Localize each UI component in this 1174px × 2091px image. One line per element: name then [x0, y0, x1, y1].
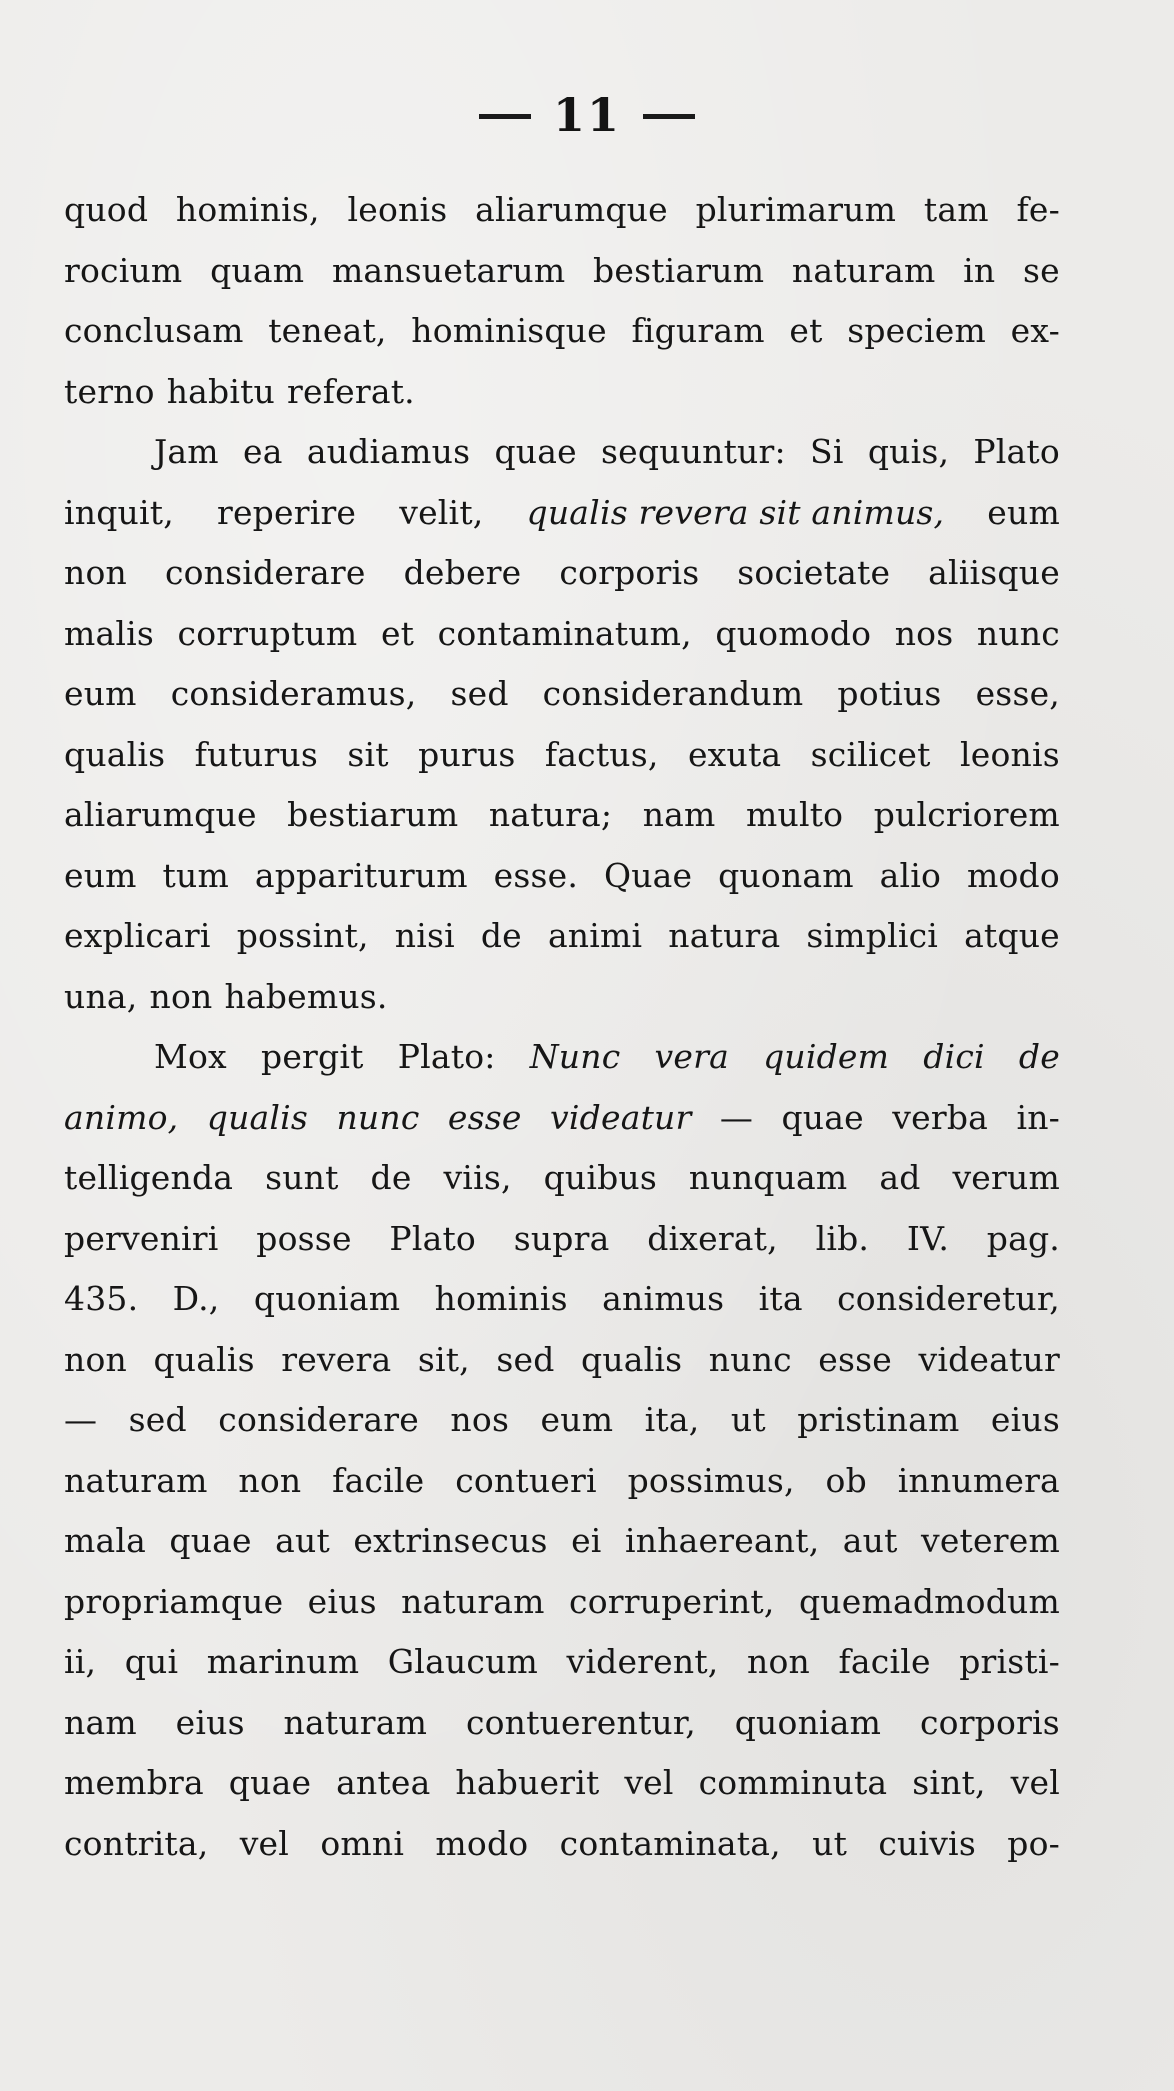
- text-line: [64, 846, 1060, 907]
- word: esse: [447, 1097, 522, 1137]
- word: nunc: [976, 613, 1060, 653]
- word: inhaereant,: [624, 1521, 820, 1560]
- word: vel: [624, 1763, 674, 1802]
- word: revera: [281, 1339, 392, 1379]
- text-line: [64, 483, 1060, 544]
- text-line: [64, 725, 1060, 786]
- word: in: [963, 250, 996, 290]
- word: sed: [496, 1339, 555, 1379]
- word: sit,: [417, 1339, 470, 1379]
- word: se: [1023, 250, 1060, 290]
- word: qualis: [206, 1097, 309, 1137]
- word: habitu: [166, 371, 276, 411]
- word: lib.: [815, 1218, 870, 1258]
- word: speciem: [847, 311, 987, 350]
- word: naturam: [64, 1460, 208, 1500]
- word: perveniri: [64, 1218, 219, 1258]
- word: quod: [64, 190, 149, 229]
- word: corporis: [919, 1702, 1060, 1742]
- word: sequuntur:: [601, 432, 786, 471]
- word: vel: [1010, 1763, 1060, 1802]
- word: aut: [275, 1521, 330, 1560]
- word: non: [64, 1339, 127, 1379]
- word: animi: [547, 916, 643, 955]
- text-line: [64, 1148, 1060, 1209]
- word: eius: [175, 1702, 245, 1742]
- word: appariturum: [254, 855, 468, 895]
- word: comminuta: [698, 1763, 888, 1802]
- word: tum: [162, 855, 229, 895]
- header-dash-left: [479, 114, 531, 119]
- word: exuta: [687, 734, 782, 774]
- word: quomodo: [715, 613, 872, 653]
- word: naturam: [401, 1581, 545, 1621]
- word: Mox: [154, 1037, 227, 1076]
- page-header: [0, 88, 1174, 142]
- word: possint,: [236, 916, 369, 955]
- word: potius: [837, 674, 942, 713]
- text-line: [64, 1511, 1060, 1572]
- word: qualis: [581, 1339, 683, 1379]
- word: modo: [966, 855, 1060, 895]
- word: leonis: [960, 734, 1060, 774]
- word: hominis,: [175, 190, 320, 229]
- word: pristinam: [797, 1400, 960, 1439]
- word: natura: [668, 916, 781, 955]
- word: corruperint,: [569, 1581, 775, 1621]
- text-line: [64, 1330, 1060, 1391]
- word: terno: [64, 371, 155, 411]
- word: modo: [435, 1823, 529, 1863]
- word: verum: [952, 1158, 1060, 1197]
- word: quae: [169, 1521, 252, 1560]
- word: hominisque: [411, 311, 607, 350]
- word: sint,: [912, 1763, 986, 1802]
- word: et: [380, 613, 415, 653]
- word: contaminatum,: [437, 613, 692, 653]
- word: ut: [812, 1823, 848, 1863]
- word: quibus: [543, 1158, 658, 1197]
- word: quoniam: [253, 1279, 401, 1318]
- word: ita,: [644, 1400, 700, 1439]
- word: de: [370, 1158, 412, 1197]
- word: quemadmodum: [798, 1581, 1060, 1621]
- word: quam: [210, 250, 305, 290]
- word: habemus.: [224, 976, 388, 1016]
- word: telligenda: [64, 1158, 234, 1197]
- word: viis,: [443, 1158, 512, 1197]
- word: ob: [825, 1460, 867, 1500]
- word: non: [747, 1642, 810, 1681]
- word: mala: [64, 1521, 146, 1560]
- word: bestiarum: [287, 795, 459, 834]
- word: verba: [892, 1097, 989, 1137]
- word: Glaucum: [387, 1642, 539, 1681]
- word: qualis: [153, 1339, 255, 1379]
- word: quae: [781, 1097, 864, 1137]
- text-line: [64, 1088, 1060, 1149]
- word: conclusam: [64, 311, 244, 350]
- word: membra: [64, 1763, 204, 1802]
- word: de: [1018, 1037, 1060, 1076]
- word: habuerit: [455, 1763, 600, 1802]
- word: non: [64, 553, 127, 592]
- word: videatur: [550, 1097, 692, 1137]
- word: consideramus,: [170, 674, 417, 713]
- word: Plato: [973, 432, 1060, 471]
- word: contrita,: [64, 1823, 209, 1863]
- word: consideretur,: [837, 1279, 1060, 1318]
- text-line: [64, 180, 1060, 241]
- word: aliarumque: [475, 190, 668, 229]
- header-dash-right: [643, 114, 695, 119]
- text-line: [64, 1572, 1060, 1633]
- word: plurimarum: [695, 190, 897, 229]
- text-line: [64, 543, 1060, 604]
- word: in-: [1016, 1097, 1060, 1137]
- word: eum: [64, 674, 137, 713]
- word: veterem: [920, 1521, 1060, 1560]
- text-line: [64, 785, 1060, 846]
- word: omni: [320, 1823, 405, 1863]
- text-line: [64, 301, 1060, 362]
- word: quae: [494, 432, 577, 471]
- word: antea: [336, 1763, 431, 1802]
- word: rocium: [64, 250, 183, 290]
- word: teneat,: [268, 311, 387, 350]
- word: Si: [810, 432, 844, 471]
- word: non: [149, 976, 213, 1016]
- word: corruptum: [177, 613, 358, 653]
- word: eum: [64, 855, 137, 895]
- word: ii,: [64, 1642, 97, 1681]
- word: qualis: [64, 734, 166, 774]
- text-line: [64, 1814, 1060, 1875]
- word: viderent,: [566, 1642, 719, 1681]
- word: Jam: [154, 432, 219, 471]
- text-line: [64, 906, 1060, 967]
- text-line: [64, 241, 1060, 302]
- word: pulcriorem: [873, 795, 1060, 834]
- word: Quae: [603, 855, 693, 895]
- text-line: [64, 1269, 1060, 1330]
- word: considerandum: [542, 674, 804, 713]
- word: —: [64, 1400, 98, 1439]
- word: fe-: [1016, 190, 1060, 229]
- word: pag.: [986, 1218, 1060, 1258]
- word: cuivis: [878, 1823, 976, 1863]
- word: eum: [540, 1400, 614, 1439]
- word: referat.: [287, 371, 415, 411]
- word: ad: [879, 1158, 921, 1197]
- text-line: [64, 1693, 1060, 1754]
- word: factus,: [544, 734, 659, 774]
- word: eius: [990, 1400, 1060, 1439]
- word: Plato:: [397, 1037, 496, 1076]
- text-line: [64, 1451, 1060, 1512]
- word: facile: [332, 1460, 425, 1500]
- word: nam: [642, 795, 716, 834]
- text-line: [64, 1390, 1060, 1451]
- word: scilicet: [810, 734, 931, 774]
- word: pergit: [261, 1037, 364, 1076]
- word: animus: [602, 1279, 725, 1318]
- word: figuram: [631, 311, 765, 350]
- word: considerare: [218, 1400, 419, 1439]
- word: qui: [124, 1642, 179, 1681]
- word: —: [719, 1097, 754, 1137]
- word: pristi-: [959, 1642, 1060, 1681]
- word: vera: [654, 1037, 729, 1076]
- word: mansuetarum: [331, 250, 566, 290]
- word: reperire: [216, 492, 357, 532]
- word: Nunc: [529, 1037, 621, 1076]
- word: debere: [403, 553, 522, 592]
- word: explicari: [64, 916, 211, 955]
- word: po-: [1007, 1823, 1060, 1863]
- word: ex-: [1010, 311, 1060, 350]
- word: bestiarum: [593, 250, 765, 290]
- word: ea: [243, 432, 283, 471]
- word: leonis: [347, 190, 448, 229]
- text-line: [64, 967, 1060, 1028]
- word: quis,: [867, 432, 950, 471]
- word: hominis: [434, 1279, 568, 1318]
- word: facile: [838, 1642, 931, 1681]
- word: quidem: [763, 1037, 890, 1076]
- word: purus: [418, 734, 516, 774]
- word: 435.: [64, 1279, 139, 1318]
- text-line: [64, 1209, 1060, 1270]
- word: supra: [513, 1218, 610, 1258]
- word: ut: [730, 1400, 766, 1439]
- word: multo: [746, 795, 844, 834]
- word: qualis revera sit animus,: [526, 492, 945, 532]
- word: Plato: [389, 1218, 476, 1258]
- word: inquit,: [64, 492, 174, 532]
- text-line: [64, 1632, 1060, 1693]
- word: nam: [64, 1702, 137, 1742]
- word: quonam: [718, 855, 854, 895]
- word: eum: [987, 492, 1060, 532]
- word: aut: [842, 1521, 898, 1560]
- word: animo,: [64, 1097, 179, 1137]
- word: simplici: [806, 916, 939, 955]
- word: quae: [228, 1763, 312, 1802]
- word: esse.: [493, 855, 579, 895]
- page-number: 11: [552, 88, 621, 142]
- word: ita: [758, 1279, 803, 1318]
- word: esse: [818, 1339, 893, 1379]
- word: eius: [307, 1581, 377, 1621]
- word: nunc: [708, 1339, 792, 1379]
- word: possimus,: [627, 1460, 795, 1500]
- text-line: [64, 1027, 1060, 1088]
- word: futurus: [194, 734, 319, 774]
- word: velit,: [399, 492, 484, 532]
- text-line: [64, 604, 1060, 665]
- word: natura;: [488, 795, 613, 834]
- word: nunc: [336, 1097, 420, 1137]
- word: sit: [347, 734, 389, 774]
- word: nisi: [394, 916, 455, 955]
- word: nunquam: [688, 1158, 848, 1197]
- word: alio: [879, 855, 942, 895]
- word: contuerentur,: [465, 1702, 696, 1742]
- word: dixerat,: [647, 1218, 778, 1258]
- word: marinum: [206, 1642, 360, 1681]
- word: esse,: [975, 674, 1060, 713]
- word: non: [238, 1460, 302, 1500]
- word: naturam: [791, 250, 936, 290]
- text-line: [64, 664, 1060, 725]
- word: malis: [64, 613, 155, 653]
- word: videatur: [918, 1339, 1060, 1379]
- text-line: [64, 1753, 1060, 1814]
- word: extrinsecus: [353, 1521, 548, 1560]
- word: nos: [894, 613, 954, 653]
- text-line: [64, 362, 1060, 423]
- word: sed: [450, 674, 509, 713]
- word: innumera: [897, 1460, 1060, 1500]
- word: propriamque: [64, 1581, 284, 1621]
- word: dici: [923, 1037, 985, 1076]
- word: societate: [737, 553, 891, 592]
- word: contueri: [455, 1460, 597, 1500]
- word: quoniam: [734, 1702, 882, 1742]
- word: naturam: [283, 1702, 428, 1742]
- word: tam: [923, 190, 989, 229]
- word: considerare: [164, 553, 366, 592]
- word: atque: [964, 916, 1060, 955]
- word: nos: [450, 1400, 510, 1439]
- word: et: [789, 311, 823, 350]
- body-text: [64, 180, 1060, 1874]
- word: vel: [239, 1823, 290, 1863]
- word: contaminata,: [559, 1823, 781, 1863]
- word: D.,: [172, 1279, 220, 1318]
- word: sunt: [265, 1158, 339, 1197]
- word: de: [480, 916, 522, 955]
- word: IV.: [906, 1218, 950, 1258]
- word: ei: [571, 1521, 602, 1560]
- word: corporis: [559, 553, 700, 592]
- word: una,: [64, 976, 138, 1016]
- word: audiamus: [306, 432, 471, 471]
- text-line: [64, 422, 1060, 483]
- word: posse: [256, 1218, 352, 1258]
- word: aliisque: [928, 553, 1060, 592]
- word: aliarumque: [64, 795, 257, 834]
- word: sed: [128, 1400, 187, 1439]
